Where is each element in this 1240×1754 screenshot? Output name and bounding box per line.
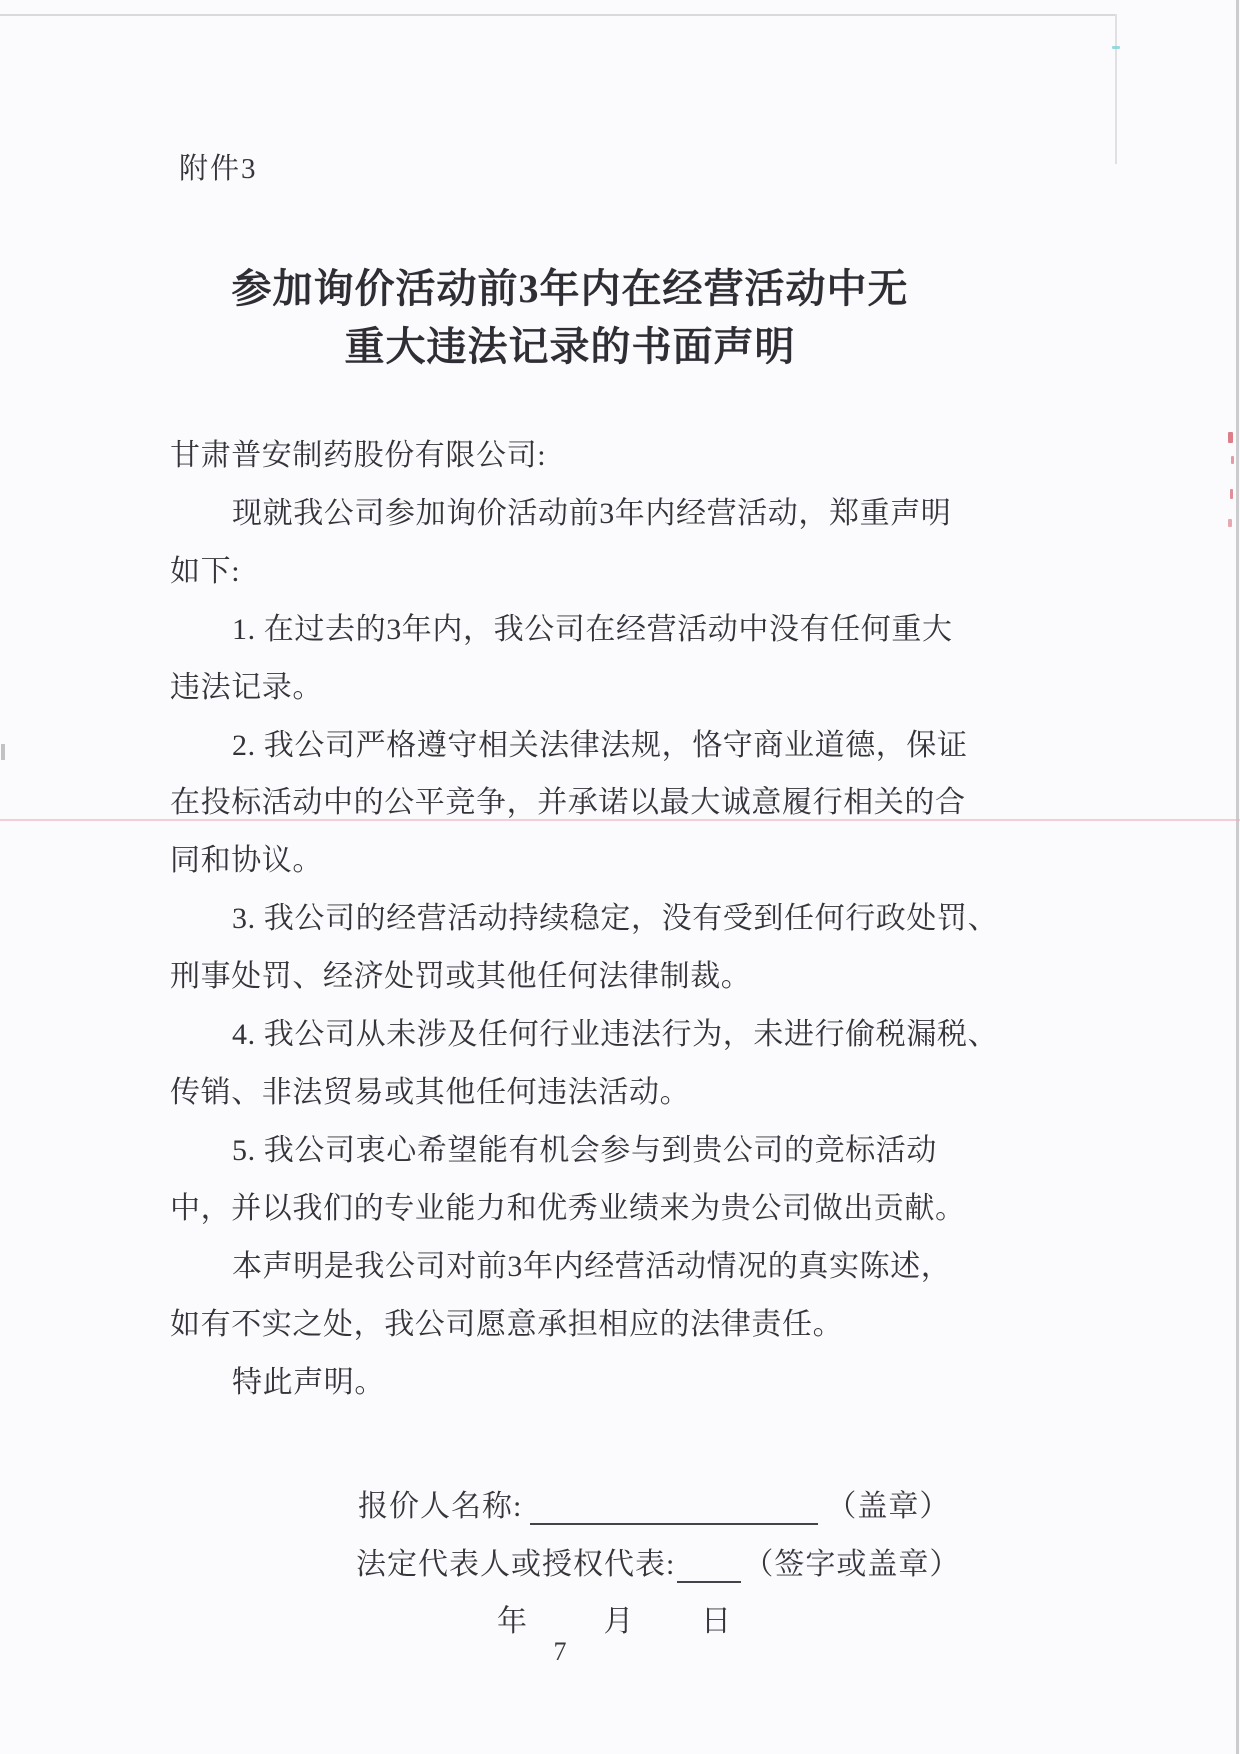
signature-seal-note: （签字或盖章） [743,1548,961,1581]
page-number: 7 [553,1637,567,1666]
body-line: 如有不实之处，我公司愿意承担相应的法律责任。 [170,1307,844,1341]
bidder-name-label: 报价人名称: [358,1490,523,1523]
body-line: 如下: [170,554,241,588]
attachment-label: 附件3 [179,153,258,185]
title-line-1: 参加询价活动前3年内在经营活动中无 [231,266,909,311]
body-line: 4. 我公司从未涉及任何行业违法行为，未进行偷税漏税、 [232,1018,999,1052]
body-line: 违法记录。 [170,670,323,704]
body-line: 在投标活动中的公平竞争，并承诺以最大诚意履行相关的合 [170,786,966,820]
representative-blank-line [677,1549,741,1583]
date-year-label: 年 [497,1605,527,1638]
document-body [170,427,999,1411]
body-line: 现就我公司参加询价活动前3年内经营活动，郑重声明 [232,496,952,530]
document-title [0,260,1140,376]
scan-artifact-speck [1230,489,1233,499]
date-month-label: 月 [603,1605,634,1638]
addressee-line: 甘肃普安制药股份有限公司: [170,439,547,472]
body-line: 同和协议。 [170,844,323,878]
title-line-2: 重大违法记录的书面声明 [344,324,796,369]
body-line: 2. 我公司严格遵守相关法律法规，恪守商业道德，保证 [232,728,968,762]
date-line [497,1596,731,1640]
date-day-label: 日 [701,1605,731,1638]
scan-artifact-tick [1,744,5,760]
scan-artifact-speck [1231,456,1234,464]
scan-artifact-speck [1112,46,1120,49]
bidder-name-row [358,1481,950,1525]
page-top-edge-line [0,14,1117,16]
body-line: 本声明是我公司对前3年内经营活动情况的真实陈述， [232,1249,952,1283]
body-line: 5. 我公司衷心希望能有机会参与到贵公司的竞标活动 [232,1133,937,1167]
page-corner-edge-line [1115,14,1117,164]
representative-label: 法定代表人或授权代表: [356,1548,676,1581]
closing-line: 特此声明。 [232,1365,385,1399]
scan-right-edge-line [1236,0,1239,1754]
scan-artifact-speck [1228,432,1233,443]
body-line: 3. 我公司的经营活动持续稳定，没有受到任何行政处罚、 [232,902,999,936]
body-line: 1. 在过去的3年内，我公司在经营活动中没有任何重大 [232,612,953,646]
body-line: 中，并以我们的专业能力和优秀业绩来为贵公司做出贡献。 [170,1191,966,1225]
body-line: 传销、非法贸易或其他任何违法活动。 [170,1075,691,1109]
body-line: 刑事处罚、经济处罚或其他任何法律制裁。 [170,960,752,994]
representative-row [356,1539,960,1583]
bidder-name-blank-line [530,1491,818,1525]
seal-note: （盖章） [826,1490,951,1523]
scan-artifact-speck [1228,519,1232,527]
